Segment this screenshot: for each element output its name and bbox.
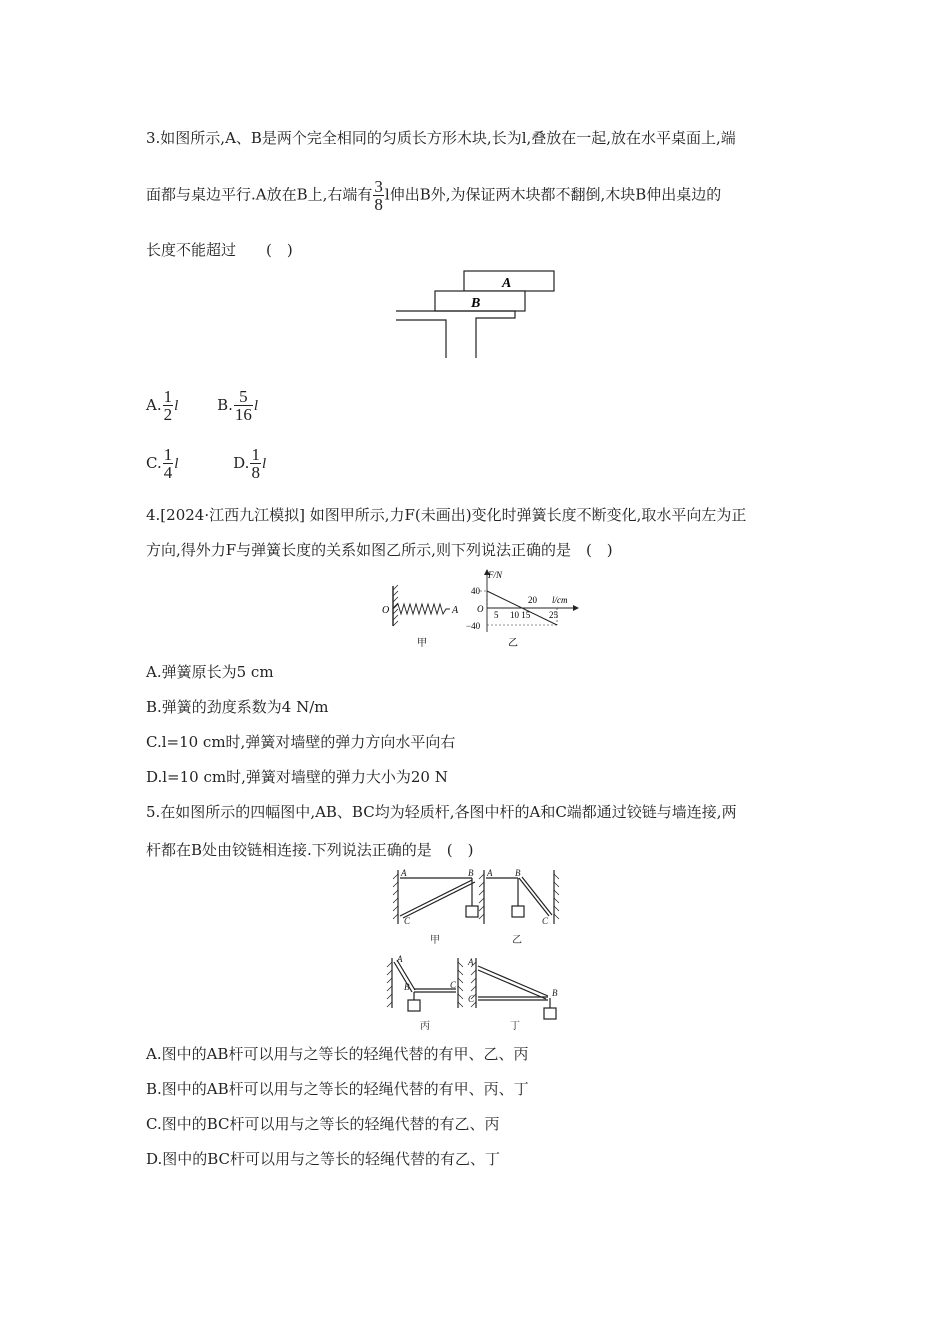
q3-option-a-var: l	[174, 397, 179, 414]
table-leg-left	[396, 320, 446, 358]
jia-label-a: A	[401, 868, 407, 878]
q4-stem-line1: 4.[2024·江西九江模拟] 如图甲所示,力F(未画出)变化时弹簧长度不断变化,取水平向左为正	[146, 506, 747, 524]
q3-option-a-fraction	[163, 388, 174, 423]
q3-blocks-figure	[390, 268, 560, 360]
q3-option-c-num: 1	[163, 445, 173, 464]
q3-option-c-letter: C.	[146, 453, 162, 472]
q3-option-d-den: 8	[251, 463, 260, 482]
q5-option-a[interactable]: A.图中的AB杆可以用与之等长的轻绳代替的有甲、乙、丙	[146, 1045, 529, 1063]
q5-option-c[interactable]: C.图中的BC杆可以用与之等长的轻绳代替的有乙、丙	[146, 1115, 500, 1133]
ding-label-a: A	[468, 957, 474, 967]
ding-rod-ab-edge	[478, 970, 546, 999]
yi-label-c: C	[542, 916, 549, 926]
q3-option-d-letter: D.	[233, 453, 250, 472]
q4-tick-m40: −40	[466, 621, 481, 631]
q5-stem-line1: 5.在如图所示的四幅图中,AB、BC均为轻质杆,各图中杆的A和C端都通过铰链与墙连接,两	[146, 803, 737, 821]
q4-origin: O	[477, 604, 484, 614]
q3-option-a-letter: A.	[146, 395, 162, 414]
q3-options-row2	[146, 446, 266, 481]
bing-weight	[408, 1000, 420, 1011]
q3-option-b-den: 16	[234, 405, 252, 424]
q4-spring-figure	[376, 566, 586, 650]
q3-stem-line2-pre: 面都与桌边平行.A放在B上,右端有	[146, 185, 373, 204]
ding-weight	[544, 1008, 556, 1019]
jia-label-b: B	[468, 868, 474, 878]
q3-option-b-var: l	[253, 397, 259, 414]
q3-option-d[interactable]	[233, 445, 267, 482]
caption-jia: 甲	[430, 935, 440, 946]
q3-option-b-letter: B.	[217, 395, 233, 414]
jia-rod-bc	[400, 880, 472, 916]
bing-label-b: B	[404, 982, 410, 992]
q3-option-d-fraction	[250, 446, 261, 481]
q3-option-c-fraction	[163, 446, 174, 481]
q4-x-label: l/cm	[552, 595, 568, 605]
q3-option-b-fraction	[234, 388, 253, 423]
q4-tick-5: 5	[494, 610, 499, 620]
q3-stem-frac-num: 3	[374, 177, 383, 196]
yi-rod-bc-edge	[522, 877, 552, 915]
q4-spring	[393, 604, 450, 614]
q3-option-c-den: 4	[163, 463, 173, 482]
q3-option-b-num: 5	[234, 388, 253, 406]
q5-option-d[interactable]: D.图中的BC杆可以用与之等长的轻绳代替的有乙、丁	[146, 1150, 501, 1168]
q4-label-o: O	[382, 605, 390, 616]
jia-label-c: C	[404, 916, 411, 926]
ding-label-c: C	[468, 994, 475, 1004]
q4-tick-25: 25	[549, 610, 558, 620]
q3-option-d-var: l	[261, 455, 267, 472]
q4-option-d[interactable]: D.l=10 cm时,弹簧对墙壁的弹力大小为20 N	[146, 768, 448, 786]
caption-ding: 丁	[510, 1021, 520, 1032]
q5-rods-figure	[384, 866, 570, 1034]
q3-stem-frac-den: 8	[374, 195, 383, 214]
yi-weight	[512, 906, 524, 917]
jia-rod-bc-edge	[403, 882, 475, 918]
q3-option-d-num: 1	[251, 445, 260, 464]
q3-option-c-var: l	[174, 455, 179, 472]
q3-stem-line1: 3.如图所示,A、B是两个完全相同的匀质长方形木块,长为l,叠放在一起,放在水平桌面上,端	[146, 129, 736, 147]
q4-tick-40: 40	[471, 586, 480, 596]
q4-tick-10-15: 10 15	[510, 610, 531, 620]
q3-stem-line2-post: l伸出B外,为保证两木块都不翻倒,木块B伸出桌边的	[384, 185, 722, 204]
caption-yi: 乙	[512, 935, 522, 946]
q4-wall-hatch	[393, 585, 398, 626]
q3-stem-line2	[146, 178, 721, 213]
q3-option-a-num: 1	[163, 387, 173, 406]
q4-x-arrow	[573, 605, 579, 611]
q4-caption-jia: 甲	[417, 638, 427, 649]
bing-label-a: A	[397, 954, 403, 964]
q3-stem-line3: 长度不能超过 ( )	[146, 241, 293, 259]
q3-option-b[interactable]	[217, 387, 259, 424]
q4-stem-line2: 方向,得外力F与弹簧长度的关系如图乙所示,则下列说法正确的是 ( )	[146, 541, 613, 559]
block-b-label: B	[471, 296, 481, 311]
jia-weight	[466, 906, 478, 917]
q4-caption-yi: 乙	[508, 638, 518, 649]
q4-option-a[interactable]: A.弹簧原长为5 cm	[146, 663, 274, 681]
bing-label-c: C	[450, 980, 457, 990]
q3-options-row1	[146, 388, 258, 423]
ding-rod-ab	[478, 966, 548, 996]
q4-label-a: A	[452, 605, 459, 616]
yi-label-b: B	[515, 868, 521, 878]
q4-y-label: F/N	[488, 570, 503, 580]
q5-stem-line2: 杆都在B处由铰链相连接.下列说法正确的是 ( )	[146, 841, 474, 859]
table-outline	[396, 311, 515, 358]
ding-label-b: B	[552, 988, 558, 998]
q3-stem-fraction	[373, 178, 384, 213]
block-a-label: A	[502, 276, 512, 291]
q5-option-b[interactable]: B.图中的AB杆可以用与之等长的轻绳代替的有甲、丙、丁	[146, 1080, 529, 1098]
q4-tick-20: 20	[528, 595, 537, 605]
q4-option-b[interactable]: B.弹簧的劲度系数为4 N/m	[146, 698, 329, 716]
q3-option-a-den: 2	[163, 405, 173, 424]
q3-option-a[interactable]	[146, 387, 179, 424]
yi-label-a: A	[487, 868, 493, 878]
q3-option-c[interactable]	[146, 445, 179, 482]
caption-bing: 丙	[420, 1021, 430, 1032]
q4-option-c[interactable]: C.l=10 cm时,弹簧对墙壁的弹力方向水平向右	[146, 733, 456, 751]
